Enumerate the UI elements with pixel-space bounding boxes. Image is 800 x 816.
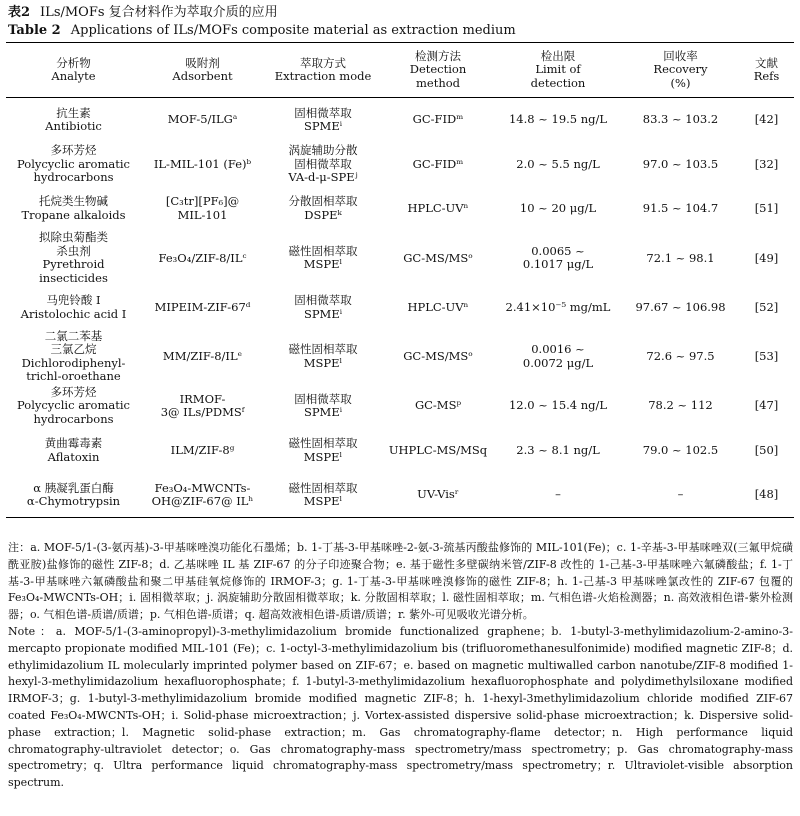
- analyte-cell: [6, 98, 141, 143]
- analyte-cell-line: 抗生素: [56, 105, 91, 120]
- detection-method-cell: [382, 330, 494, 384]
- analyte-cell: [6, 187, 141, 232]
- header-detection-method: 检测方法 Detection method: [382, 43, 494, 98]
- table-caption-en: [8, 23, 516, 39]
- lod-cell-line: 0.0065 ~: [531, 243, 585, 258]
- lod-cell-line: 14.8 ~ 19.5 ng/L: [508, 112, 608, 127]
- table-row: [6, 231, 794, 285]
- header-refs: 文献 Refs: [739, 43, 794, 98]
- lod-cell-line: 12.0 ~ 15.4 ng/L: [508, 398, 608, 413]
- extraction-mode-cell-line: MSPEˡ: [303, 449, 343, 464]
- adsorbent-cell-line: IRMOF-: [179, 391, 226, 406]
- notes-zh: 注：a. MOF-5/1-(3-氨丙基)-3-甲基咪唑溴功能化石墨烯；b. 1-丁基-3-甲基咪唑-2-氨-3-巯基丙酸盐修饰的 MIL-101(Fe)；c. 1-辛基-3-甲基咪唑双(三氟甲烷磺酰亚胺)盐修饰的磁性 ZIF-8；d. 乙基咪唑 IL 基 ZIF-67 的分子印迹聚合物；e. 基于磁性多壁碳纳米管/ZIF-8 改性的 1-己基-3-甲基咪唑六氟磷酸盐；f. 1-丁基-3-甲基咪唑六氟磷酸盐和聚二甲基硅氧烷修饰的 IRMOF-3；g. 1-丁基-3-甲基咪唑溴修饰的磁性 ZIF-8；h. 1-己基-3 甲基咪唑氯改性的 ZIF-67 包覆的 Fe₃O₄-MWCNTs-OH；i. 固相微萃取；j. 涡旋辅助分散固相微萃取；k. 分散固相萃取；l. 磁性固相萃取；m. 气相色谱-火焰检测器；n. 高效液相色谱-紫外检测器；o. 气相色谱-质谱/质谱；p. 气相色谱-质谱；q. 超高效液相色谱-质谱/质谱；r. 紫外-可见吸收光谱分析。: [8, 541, 793, 622]
- ref-cell: [48]: [739, 473, 794, 518]
- lod-cell-line: 2.41×10⁻⁵ mg/mL: [505, 299, 611, 314]
- table-body: [6, 98, 794, 518]
- header-recovery: 回收率 Recovery (%): [622, 43, 739, 98]
- ref-cell: [47]: [754, 398, 779, 413]
- adsorbent-cell: [141, 98, 264, 143]
- detection-method-cell-line: UHPLC-MS/MSq: [388, 443, 488, 458]
- analyte-cell-line: Polycyclic aromatic: [17, 156, 130, 171]
- adsorbent-cell: [141, 473, 264, 518]
- detection-method-cell-line: GC-MSᵖ: [414, 398, 462, 413]
- adsorbent-cell-line: 3@ ILs/PDMSᶠ: [160, 405, 245, 420]
- adsorbent-cell: [141, 384, 264, 429]
- extraction-mode-cell-line: DSPEᵏ: [304, 207, 342, 222]
- detection-method-cell: [382, 473, 494, 518]
- recovery-cell: –: [622, 473, 739, 518]
- lod-cell: [494, 428, 622, 473]
- extraction-mode-cell: [264, 187, 382, 232]
- table-label-en: Table 2: [8, 23, 61, 38]
- table-row: [6, 473, 794, 518]
- analyte-cell-line: 马兜铃酸 I: [46, 293, 101, 308]
- extraction-mode-cell-line: 磁性固相萃取: [288, 342, 358, 357]
- detection-method-cell-line: HPLC-UVⁿ: [407, 201, 469, 216]
- analyte-cell: [6, 428, 141, 473]
- detection-method-cell: [382, 285, 494, 330]
- extraction-mode-cell-line: SPMEⁱ: [303, 119, 343, 134]
- extraction-mode-cell: [264, 231, 382, 285]
- extraction-mode-cell-line: 固相微萃取: [294, 293, 352, 308]
- lod-cell-line: 10 ~ 20 μg/L: [519, 201, 597, 216]
- analyte-cell: [6, 142, 141, 187]
- detection-method-cell: [382, 187, 494, 232]
- lod-cell: [494, 187, 622, 232]
- adsorbent-cell-line: OH@ZIF-67@ ILʰ: [151, 494, 254, 509]
- header-limit-of-detection: 检出限 Limit of detection: [494, 43, 622, 98]
- lod-cell-line: 2.3 ~ 8.1 ng/L: [516, 443, 600, 458]
- recovery-cell: 97.67 ~ 106.98: [635, 299, 726, 314]
- table-row: [6, 285, 794, 330]
- analyte-cell-line: 多环芳烃: [50, 143, 97, 158]
- extraction-mode-cell: [264, 142, 382, 187]
- table-row: [6, 187, 794, 232]
- extraction-mode-cell-line: MSPEˡ: [303, 355, 343, 370]
- extraction-mode-cell-line: 磁性固相萃取: [288, 243, 358, 258]
- adsorbent-cell-line: IL-MIL-101 (Fe)ᵇ: [153, 156, 252, 171]
- header-analyte: 分析物 Analyte: [6, 43, 141, 98]
- recovery-cell: 72.6 ~ 97.5: [646, 349, 715, 364]
- table-row: [6, 428, 794, 473]
- adsorbent-cell: [141, 330, 264, 384]
- lod-cell-line: 0.1017 μg/L: [522, 257, 594, 272]
- recovery-cell: 78.2 ~ 112: [648, 398, 713, 413]
- table-caption-zh: [8, 5, 278, 21]
- analyte-cell-line: 托烷类生物碱: [39, 194, 108, 209]
- ref-cell: [32]: [754, 156, 779, 171]
- recovery-cell: 72.1 ~ 98.1: [646, 250, 715, 265]
- adsorbent-cell-line: Fe₃O₄/ZIF-8/ILᶜ: [158, 250, 247, 265]
- table-header-row: [6, 43, 794, 98]
- extraction-mode-cell-line: 磁性固相萃取: [288, 480, 358, 495]
- recovery-cell: 79.0 ~ 102.5: [642, 443, 719, 458]
- lod-cell-line: –: [555, 487, 561, 502]
- extraction-mode-cell: [264, 473, 382, 518]
- analyte-cell-line: hydrocarbons: [33, 411, 114, 426]
- analyte-cell-line: hydrocarbons: [33, 170, 114, 185]
- extraction-mode-cell-line: MSPEˡ: [303, 257, 343, 272]
- header-adsorbent: 吸附剂 Adsorbent: [141, 43, 264, 98]
- adsorbent-cell-line: MIPEIM-ZIF-67ᵈ: [154, 299, 251, 314]
- table-notes: [8, 540, 793, 792]
- analyte-cell-line: Dichlorodiphenyl-: [21, 355, 126, 370]
- ref-cell: [50]: [754, 443, 779, 458]
- analyte-cell-line: Polycyclic aromatic: [17, 398, 130, 413]
- analyte-cell-line: Aristolochic acid I: [20, 306, 127, 321]
- analyte-cell-line: 拟除虫菊酯类: [39, 230, 108, 245]
- analyte-cell-line: Antibiotic: [45, 119, 102, 134]
- table-title-en: Applications of ILs/MOFs composite material as extraction medium: [70, 23, 516, 38]
- extraction-mode-cell-line: 固相微萃取: [294, 391, 352, 406]
- lod-cell: [494, 98, 622, 143]
- lod-cell-line: 0.0016 ~: [531, 342, 585, 357]
- detection-method-cell-line: HPLC-UVⁿ: [407, 299, 469, 314]
- extraction-mode-cell: [264, 428, 382, 473]
- extraction-mode-cell-line: 分散固相萃取: [288, 194, 358, 209]
- extraction-mode-cell-line: MSPEˡ: [303, 494, 343, 509]
- adsorbent-cell-line: MM/ZIF-8/ILᵉ: [162, 349, 243, 364]
- table-label-zh: 表2: [8, 5, 31, 20]
- lod-cell: [494, 231, 622, 285]
- detection-method-cell: [382, 428, 494, 473]
- ref-cell: [49]: [754, 250, 779, 265]
- adsorbent-cell: [141, 142, 264, 187]
- analyte-cell-line: Tropane alkaloids: [21, 207, 126, 222]
- recovery-cell: 83.3 ~ 103.2: [642, 112, 719, 127]
- notes-en: Note：a. MOF-5/1-(3-aminopropyl)-3-methylimidazolium bromide functionalized graphene；b. 1-butyl-3-methylimidazolium-2-amino-3-mercapto propionate modified MIL-101 (Fe)；c. 1-octyl-3-methylimidazolium bis (trifluoromethanesulfonimide) modified magnetic ZIF-8；d. ethylimidazolium IL molecularly imprinted polymer based on ZIF-67；e. based on magnetic multiwalled carbon nanotube/ZIF-8 modified 1-hexyl-3-methylimidazolium hexafluorophosphate；f. 1-butyl-3-methylimidazolium hexafluorophosphate and polydimethylsiloxane modified IRMOF-3；g. 1-butyl-3-methylimidazolium bromide modified magnetic ZIF-8；h. 1-hexyl-3methylimidazolium chloride modified ZIF-67 coated Fe₃O₄-MWCNTs-OH；i. Solid-phase microextraction；j. Vortex-assisted dispersive solid-phase microextraction；k. Dispersive solid-phase extraction；l. Magnetic solid-phase extraction；m. Gas chromatography-flame detector；n. High performance liquid chromatography-ultraviolet detector；o. Gas chromatography-mass spectrometry/mass spectrometry；p. Gas chromatography-mass spectrometry；q. Ultra performance liquid chromatography-mass spectrometry/mass spectrometry；r. Ultraviolet-visible absorption spectrum.: [8, 624, 793, 790]
- lod-cell-line: 0.0072 μg/L: [522, 355, 594, 370]
- lod-cell: [494, 285, 622, 330]
- adsorbent-cell-line: MOF-5/ILGᵃ: [167, 112, 238, 127]
- analyte-cell-line: 多环芳烃: [50, 384, 97, 399]
- extraction-mode-cell: [264, 384, 382, 429]
- detection-method-cell-line: GC-FIDᵐ: [412, 112, 464, 127]
- extraction-mode-cell: [264, 285, 382, 330]
- applications-table: [6, 42, 794, 518]
- extraction-mode-cell-line: 磁性固相萃取: [288, 436, 358, 451]
- detection-method-cell-line: GC-MS/MSᵒ: [403, 349, 473, 364]
- extraction-mode-cell-line: 涡旋辅助分散: [288, 143, 358, 158]
- lod-cell: [494, 142, 622, 187]
- extraction-mode-cell-line: SPMEⁱ: [303, 306, 343, 321]
- adsorbent-cell-line: MIL-101: [177, 207, 228, 222]
- analyte-cell: [6, 285, 141, 330]
- lod-cell-line: 2.0 ~ 5.5 ng/L: [516, 156, 600, 171]
- adsorbent-cell: [141, 428, 264, 473]
- detection-method-cell-line: GC-FIDᵐ: [412, 156, 464, 171]
- adsorbent-cell: [141, 187, 264, 232]
- analyte-cell: [6, 473, 141, 518]
- adsorbent-cell-line: Fe₃O₄-MWCNTs-: [154, 480, 251, 495]
- adsorbent-cell-line: [C₃tr][PF₆]@: [165, 194, 240, 209]
- recovery-cell: 97.0 ~ 103.5: [642, 156, 719, 171]
- table-title-zh: ILs/MOFs 复合材料作为萃取介质的应用: [40, 5, 278, 20]
- ref-cell: [52]: [754, 299, 779, 314]
- extraction-mode-cell-line: 固相微萃取: [294, 156, 352, 171]
- analyte-cell-line: 黄曲霉毒素: [44, 436, 103, 451]
- table-row: [6, 384, 794, 429]
- analyte-cell-line: α-Chymotrypsin: [26, 494, 121, 509]
- detection-method-cell: [382, 384, 494, 429]
- ref-cell: [42]: [754, 112, 779, 127]
- extraction-mode-cell: [264, 98, 382, 143]
- ref-cell: [53]: [754, 349, 779, 364]
- table-row: [6, 330, 794, 384]
- analyte-cell: [6, 330, 141, 384]
- analyte-cell-line: α 胰凝乳蛋白酶: [33, 480, 114, 495]
- analyte-cell: [6, 384, 141, 429]
- extraction-mode-cell: [264, 330, 382, 384]
- lod-cell: [494, 473, 622, 518]
- lod-cell: [494, 384, 622, 429]
- detection-method-cell-line: UV-Visʳ: [417, 487, 459, 502]
- adsorbent-cell: [141, 285, 264, 330]
- header-extraction-mode: 萃取方式 Extraction mode: [264, 43, 382, 98]
- detection-method-cell: [382, 231, 494, 285]
- extraction-mode-cell-line: VA-d-μ-SPEʲ: [288, 170, 358, 185]
- detection-method-cell: [382, 98, 494, 143]
- analyte-cell-line: trichl-oroethane: [26, 369, 121, 384]
- analyte-cell-line: 三氯乙烷: [50, 342, 97, 357]
- lod-cell: [494, 330, 622, 384]
- analyte-cell-line: Pyrethroid: [42, 257, 105, 272]
- extraction-mode-cell-line: 固相微萃取: [294, 105, 352, 120]
- analyte-cell-line: Aflatoxin: [47, 449, 100, 464]
- table-row: [6, 142, 794, 187]
- ref-cell: [51]: [754, 201, 779, 216]
- analyte-cell-line: 杀虫剂: [56, 243, 91, 258]
- detection-method-cell-line: GC-MS/MSᵒ: [403, 250, 473, 265]
- adsorbent-cell-line: ILM/ZIF-8ᵍ: [170, 443, 235, 458]
- extraction-mode-cell-line: SPMEⁱ: [303, 405, 343, 420]
- adsorbent-cell: [141, 231, 264, 285]
- analyte-cell-line: 二氯二苯基: [44, 328, 103, 343]
- analyte-cell: [6, 231, 141, 285]
- recovery-cell: 91.5 ~ 104.7: [642, 201, 719, 216]
- detection-method-cell: [382, 142, 494, 187]
- analyte-cell-line: insecticides: [39, 270, 108, 285]
- table-row: [6, 98, 794, 143]
